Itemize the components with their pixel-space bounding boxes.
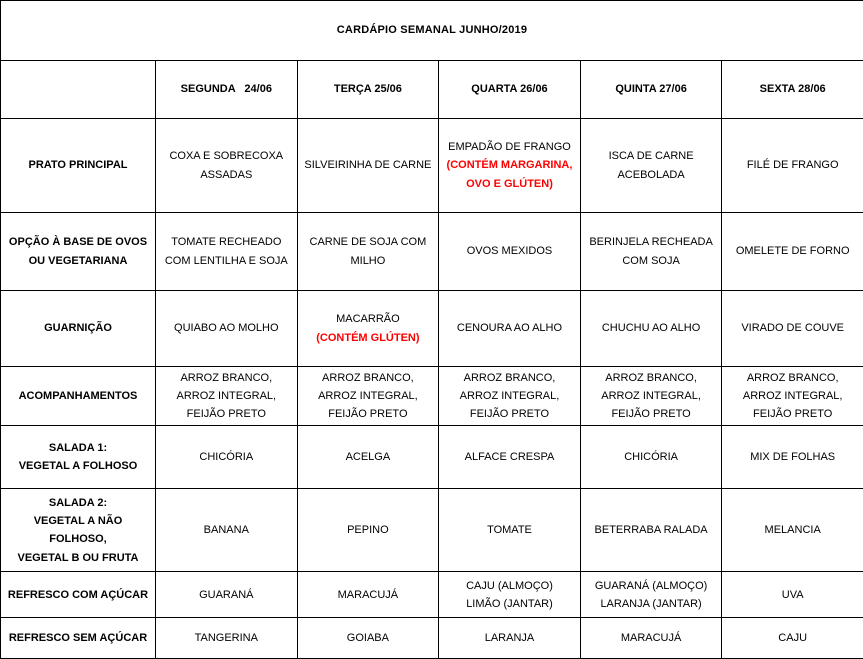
cell-text: ALFACE CRESPA <box>443 448 576 466</box>
menu-cell <box>439 367 581 426</box>
cell-text: ARROZ BRANCO, ARROZ INTEGRAL, FEIJÃO PRETO <box>585 369 718 423</box>
corner-cell <box>1 61 156 119</box>
row-label-refresco-sem-acucar <box>1 618 156 659</box>
day-header-quarta: QUARTA 26/06 <box>439 61 581 119</box>
cell-text: OMELETE DE FORNO <box>726 242 859 260</box>
cell-text: TOMATE <box>443 521 576 539</box>
menu-cell <box>156 119 298 213</box>
cell-text: TOMATE RECHEADO COM LENTILHA E SOJA <box>160 233 293 269</box>
row-opcao-vegetariana <box>1 213 863 291</box>
row-label-salada-2 <box>1 489 156 572</box>
menu-cell <box>722 572 863 618</box>
menu-cell <box>297 119 439 213</box>
menu-cell <box>722 367 863 426</box>
cell-text: ACELGA <box>302 448 435 466</box>
row-label-acompanhamentos <box>1 367 156 426</box>
menu-cell <box>297 618 439 659</box>
menu-cell <box>580 489 722 572</box>
row-label-line: VEGETAL A NÃO FOLHOSO, <box>5 512 151 548</box>
row-label-line: OU VEGETARIANA <box>5 252 151 270</box>
menu-cell <box>580 426 722 489</box>
cell-text: ISCA DE CARNE ACEBOLADA <box>585 147 718 183</box>
row-refresco-com-acucar <box>1 572 863 618</box>
day-header-row <box>1 61 863 119</box>
cell-text: UVA <box>726 586 859 604</box>
cell-text: CENOURA AO ALHO <box>443 319 576 337</box>
cell-text: BERINJELA RECHEADA COM SOJA <box>585 233 718 269</box>
menu-cell <box>156 572 298 618</box>
row-acompanhamentos <box>1 367 863 426</box>
menu-cell <box>156 618 298 659</box>
day-header-sexta: SEXTA 28/06 <box>722 61 863 119</box>
cell-text: CHUCHU AO ALHO <box>585 319 718 337</box>
cell-text: BETERRABA RALADA <box>585 521 718 539</box>
title-row <box>1 1 863 61</box>
menu-cell <box>580 618 722 659</box>
page-title: CARDÁPIO SEMANAL JUNHO/2019 <box>1 1 863 61</box>
row-label-line: REFRESCO COM AÇÚCAR <box>5 586 151 604</box>
cell-text: ARROZ BRANCO, ARROZ INTEGRAL, FEIJÃO PRETO <box>160 369 293 423</box>
menu-cell <box>297 367 439 426</box>
menu-cell <box>439 426 581 489</box>
row-label-refresco-com-acucar <box>1 572 156 618</box>
cell-text: COXA E SOBRECOXA ASSADAS <box>160 147 293 183</box>
cell-text: VIRADO DE COUVE <box>726 319 859 337</box>
menu-cell <box>297 426 439 489</box>
cell-text: FILÉ DE FRANGO <box>726 156 859 174</box>
row-refresco-sem-acucar <box>1 618 863 659</box>
row-salada-1 <box>1 426 863 489</box>
cell-text: GUARANÁ <box>160 586 293 604</box>
row-label-line: SALADA 1: <box>5 439 151 457</box>
cell-text-line-2: LARANJA (JANTAR) <box>585 595 718 613</box>
menu-cell <box>439 618 581 659</box>
row-label-guarnicao <box>1 291 156 367</box>
cell-text: SILVEIRINHA DE CARNE <box>302 156 435 174</box>
cell-text: CHICÓRIA <box>160 448 293 466</box>
cell-text: GOIABA <box>302 629 435 647</box>
cell-text: ARROZ BRANCO, ARROZ INTEGRAL, FEIJÃO PRETO <box>302 369 435 423</box>
menu-cell <box>722 291 863 367</box>
menu-cell <box>722 426 863 489</box>
menu-cell <box>439 119 581 213</box>
row-label-prato-principal <box>1 119 156 213</box>
day-header-terca: TERÇA 25/06 <box>297 61 439 119</box>
menu-cell <box>156 426 298 489</box>
cell-text: GUARANÁ (ALMOÇO) <box>585 577 718 595</box>
menu-cell <box>297 572 439 618</box>
menu-cell <box>580 367 722 426</box>
row-guarnicao <box>1 291 863 367</box>
cell-text-line-2: LIMÃO (JANTAR) <box>443 595 576 613</box>
cell-text: ARROZ BRANCO, ARROZ INTEGRAL, FEIJÃO PRETO <box>443 369 576 423</box>
row-label-line: PRATO PRINCIPAL <box>5 156 151 174</box>
cell-text: MELANCIA <box>726 521 859 539</box>
menu-cell <box>156 489 298 572</box>
row-salada-2 <box>1 489 863 572</box>
menu-cell <box>297 489 439 572</box>
row-label-line: GUARNIÇÃO <box>5 319 151 337</box>
cell-text: ARROZ BRANCO, ARROZ INTEGRAL, FEIJÃO PRETO <box>726 369 859 423</box>
menu-cell <box>722 618 863 659</box>
cell-text: LARANJA <box>443 629 576 647</box>
menu-cell <box>439 489 581 572</box>
menu-cell <box>580 572 722 618</box>
menu-cell <box>722 489 863 572</box>
cell-text: MACARRÃO <box>302 310 435 328</box>
menu-cell <box>156 367 298 426</box>
cell-text: CAJU (ALMOÇO) <box>443 577 576 595</box>
row-label-line: REFRESCO SEM AÇÚCAR <box>5 629 151 647</box>
row-label-opcao-vegetariana <box>1 213 156 291</box>
cell-text: TANGERINA <box>160 629 293 647</box>
allergen-note: (CONTÉM MARGARINA, OVO E GLÚTEN) <box>443 156 576 192</box>
day-header-quinta: QUINTA 27/06 <box>580 61 722 119</box>
menu-cell <box>297 291 439 367</box>
menu-cell <box>156 213 298 291</box>
menu-cell <box>297 213 439 291</box>
row-label-line: SALADA 2: <box>5 494 151 512</box>
menu-cell <box>156 291 298 367</box>
menu-cell <box>722 213 863 291</box>
cell-text: PEPINO <box>302 521 435 539</box>
row-label-line: OPÇÃO À BASE DE OVOS <box>5 233 151 251</box>
day-header-segunda: SEGUNDA 24/06 <box>156 61 298 119</box>
menu-cell <box>580 213 722 291</box>
menu-cell <box>439 291 581 367</box>
cell-text: BANANA <box>160 521 293 539</box>
row-label-line: ACOMPANHAMENTOS <box>5 387 151 405</box>
cell-text: EMPADÃO DE FRANGO <box>443 138 576 156</box>
cell-text: MARACUJÁ <box>585 629 718 647</box>
menu-cell <box>722 119 863 213</box>
menu-cell <box>439 213 581 291</box>
allergen-note: (CONTÉM GLÚTEN) <box>302 329 435 347</box>
menu-cell <box>439 572 581 618</box>
row-prato-principal <box>1 119 863 213</box>
cell-text: CHICÓRIA <box>585 448 718 466</box>
row-label-line: VEGETAL B OU FRUTA <box>5 549 151 567</box>
cell-text: QUIABO AO MOLHO <box>160 319 293 337</box>
cell-text: OVOS MEXIDOS <box>443 242 576 260</box>
cell-text: CARNE DE SOJA COM MILHO <box>302 233 435 269</box>
cell-text: MARACUJÁ <box>302 586 435 604</box>
cell-text: MIX DE FOLHAS <box>726 448 859 466</box>
row-label-line: VEGETAL A FOLHOSO <box>5 457 151 475</box>
row-label-salada-1 <box>1 426 156 489</box>
menu-cell <box>580 291 722 367</box>
menu-cell <box>580 119 722 213</box>
cell-text: CAJU <box>726 629 859 647</box>
